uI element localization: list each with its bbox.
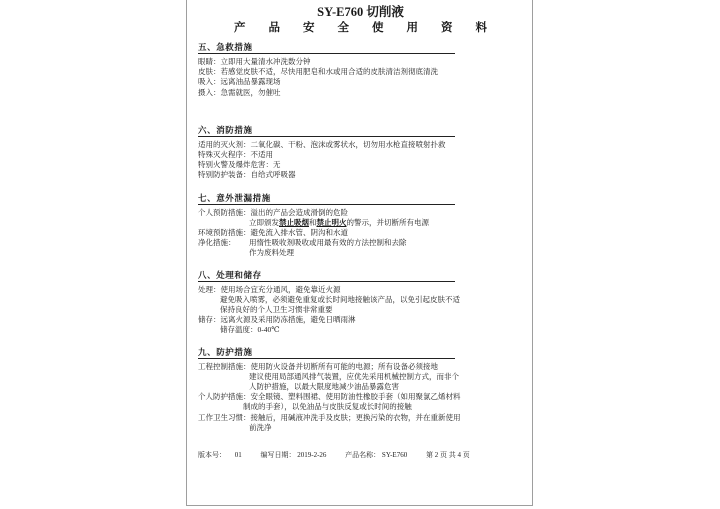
line-text: 环境预防措施：避免流入排水管、阴沟和水道 bbox=[198, 228, 348, 238]
section-body bbox=[198, 140, 523, 181]
emphasized-text: 禁止吸烟 bbox=[279, 217, 309, 227]
footer-product-label: 产品名称： bbox=[345, 451, 381, 460]
line-text: 处理：使用场合宜充分通风，避免靠近火源 bbox=[198, 284, 341, 294]
body-line bbox=[198, 160, 523, 170]
body-line bbox=[198, 140, 523, 150]
section-heading: 七、意外泄漏措施 bbox=[198, 193, 455, 205]
body-line bbox=[198, 315, 523, 325]
sections-container bbox=[198, 42, 523, 433]
document-page bbox=[186, 0, 533, 506]
body-line bbox=[198, 77, 523, 87]
emphasized-text: 禁止明火 bbox=[316, 217, 347, 227]
section bbox=[198, 125, 523, 181]
body-line bbox=[198, 218, 523, 228]
line-text: 避免吸入喷雾，必须避免重复或长时间地接触该产品，以免引起皮肤不适 bbox=[220, 294, 460, 304]
section-heading: 六、消防措施 bbox=[198, 125, 455, 137]
line-text: 摄入：急需就医，勿催吐 bbox=[198, 87, 281, 97]
document-subtitle: 产品安全使用资料 bbox=[234, 22, 510, 34]
footer-version-label: 版本号： bbox=[198, 451, 226, 460]
section bbox=[198, 42, 523, 98]
line-text: 建议使用局部通风排气装置，应优先采用机械控制方式，而非个 bbox=[249, 371, 459, 381]
line-text: 储存：远离火源及采用防冻措施，避免日晒雨淋 bbox=[198, 315, 356, 325]
section-body bbox=[198, 208, 523, 259]
body-line bbox=[198, 372, 523, 382]
line-text: 立即颁发 bbox=[249, 217, 279, 227]
section-heading: 五、急救措施 bbox=[198, 42, 455, 54]
section-body bbox=[198, 362, 523, 433]
line-text: 个人预防措施：溢出的产品会造成滑倒的危险 bbox=[198, 207, 348, 217]
body-line bbox=[198, 402, 523, 412]
section bbox=[198, 270, 523, 336]
footer-page-info: 第 2 页 共 4 页 bbox=[425, 451, 470, 460]
document-title: SY-E760 切削液 bbox=[317, 5, 404, 19]
section-body bbox=[198, 285, 523, 336]
body-line bbox=[198, 208, 523, 218]
body-line bbox=[198, 325, 523, 335]
line-text: 特殊灭火程序：不适用 bbox=[198, 150, 273, 160]
body-line bbox=[198, 362, 523, 372]
line-text: 和 bbox=[309, 217, 317, 227]
section bbox=[198, 347, 523, 433]
line-text: 作为废料处理 bbox=[249, 248, 294, 258]
line-text: 眼睛：立即用大量清水冲洗数分钟 bbox=[198, 57, 311, 66]
line-text: 用惰性吸收剂吸收或用最有效的方法控制和去除 bbox=[249, 238, 407, 248]
section-body bbox=[198, 57, 523, 98]
body-line bbox=[198, 305, 523, 315]
line-text: 吸入：远离油品暴露现场 bbox=[198, 77, 281, 87]
footer-date-label: 编写日期： bbox=[260, 451, 296, 460]
page-content bbox=[187, 0, 532, 460]
body-line bbox=[198, 57, 523, 67]
body-line bbox=[198, 238, 523, 248]
footer-product-value: SY-E760 bbox=[381, 451, 408, 460]
section-heading: 九、防护措施 bbox=[198, 347, 455, 359]
footer-version-value: 01 bbox=[234, 451, 242, 460]
line-text: 适用的灭火剂：二氧化碳、干粉、泡沫或雾状水，切勿用水枪直接喷射扑救 bbox=[198, 139, 446, 149]
line-text: 特别火警及爆炸危害：无 bbox=[198, 160, 281, 170]
line-text: 的警示，并切断所有电源 bbox=[346, 217, 429, 227]
body-line bbox=[198, 392, 523, 402]
section-heading: 八、处理和储存 bbox=[198, 270, 455, 282]
body-line bbox=[198, 423, 523, 433]
line-text: 个人防护措施：安全眼镜、塑料围裙、使用防油性橡胶手套（如用聚氯乙烯材料 bbox=[198, 392, 461, 402]
body-line bbox=[198, 170, 523, 180]
section bbox=[198, 193, 523, 259]
body-line bbox=[198, 382, 523, 392]
footer-date-value: 2019-2-26 bbox=[297, 451, 327, 460]
body-line bbox=[198, 248, 523, 258]
body-line bbox=[198, 413, 523, 423]
line-text: 净化措施： bbox=[198, 238, 236, 248]
line-text: 保持良好的个人卫生习惯非常重要 bbox=[220, 305, 333, 315]
line-text: 人防护措施，以最大限度地减少油品暴露危害 bbox=[249, 382, 399, 392]
line-text: 工程控制措施：使用防火设备并切断所有可能的电源；所有设备必须接地 bbox=[198, 361, 438, 371]
body-line bbox=[198, 295, 523, 305]
body-line bbox=[198, 67, 523, 77]
line-text: 前洗净 bbox=[249, 422, 272, 432]
line-text: 制成的手套），以免油品与皮肤反复或长时间的接触 bbox=[243, 402, 412, 412]
footer bbox=[198, 451, 523, 460]
line-text: 工作卫生习惯：接触后，用碱液冲洗手及皮肤；更换污染的衣物，并在重新使用 bbox=[198, 412, 461, 422]
body-line bbox=[198, 150, 523, 160]
line-text: 皮肤：若感觉皮肤不适，尽快用肥皂和水或用合适的皮肤清洁剂彻底清洗 bbox=[198, 67, 438, 77]
body-line bbox=[198, 285, 523, 295]
line-text: 特别防护装备：自给式呼吸器 bbox=[198, 170, 296, 180]
body-line bbox=[198, 228, 523, 238]
line-text: 储存温度：0-40℃ bbox=[220, 325, 280, 335]
body-line bbox=[198, 88, 523, 98]
